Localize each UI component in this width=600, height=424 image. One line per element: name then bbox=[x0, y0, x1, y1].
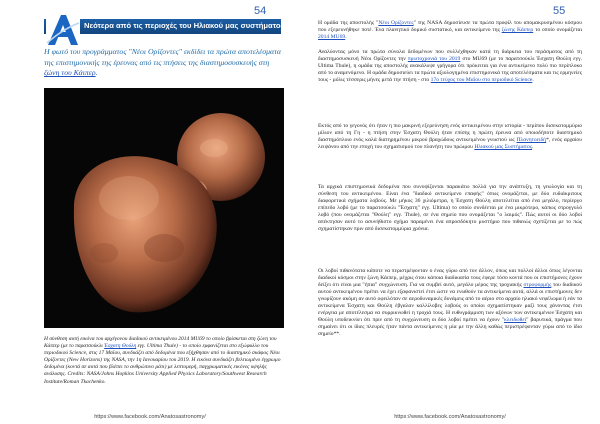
paragraph-link[interactable]: Πλανητοειδή bbox=[516, 137, 547, 143]
paragraph-text: . bbox=[532, 77, 534, 83]
ultima-thule-photo bbox=[44, 88, 284, 328]
ultima-thule-image bbox=[44, 88, 284, 328]
paragraph-text: . bbox=[345, 34, 347, 40]
page-number-left: 54 bbox=[254, 5, 267, 17]
intro-part: . bbox=[95, 68, 98, 78]
page-number-right: 55 bbox=[553, 5, 566, 17]
paragraph bbox=[318, 20, 582, 41]
paragraph-link[interactable]: κλειδωθεί bbox=[503, 317, 527, 323]
paragraph-link[interactable]: 17ο τεύχος του Μαΐου στο περιοδικό Science bbox=[430, 77, 533, 83]
paragraph-link[interactable]: Ηλιακού μας Συστήματος bbox=[474, 144, 533, 150]
paragraph-text: " της NASA δημοσίευσε τα πρώτα προφίλ του απομακρυσμένου κόσμου που εξερευνήθηκε ποτέ. Ένα πλανητικό δομικό συστατικό, και αντικείμενο της bbox=[318, 20, 582, 33]
paragraph-link[interactable]: στροφορμής bbox=[523, 282, 552, 288]
paragraph-text: Οι λοβοί πιθανότατα κάποτε να περιστρέφονταν ο ένας γύρω από τον άλλον, όπως και πολλοί άλλοι όπως λέγονται διαδικοί κόσμοι στην ζώνη Κάιπερ, μέχρις ότου κάποια διαδικασία τους έφερε τόσο κοντά που οι επιστήμονες έχουν δείξει ότι είναι μια "ήπια" συγχώνευση. Για να συμβεί αυτό, μεγάλο μέρος της τροχιακής bbox=[318, 268, 582, 288]
caption-part: Η σύνθεση αυτή εικόνα του αρχέγονου διαδικού αντικειμένου 2014 MU69 το οποίο βρίσκεται στη ζώνη του Κάιπερ (με το παρατσούκλι bbox=[44, 336, 277, 350]
paragraph-text: Τα αρχικά επιστημονικά δεδομένα που συνοψίζονται παρακάτω πολλά για την ανάπτυξη, τη γεωλογία και τη σύνθεση του αντικειμένου. Είναι ένα "διαδικό αντικείμενο επαφής" όπως ονομάζεται, με δύο ευδιάκριτους διαφορετικά σχήματα λοβούς. Με μήκος 36 χιλιόμετρα, η Έσχατη Θούλη αποτελείται από ένα μεγάλο, περίεργο επίπεδο λοβό (με το παρατσούκλι "Έσχατη" εγγ. Ultima) το οποίο συνδέεται με ένα μικρότερο, κάπως στρογγυλό λοβό (που ονομάζεται "Θούλη" εγγ. Thule), σε ένα σημείο που ονομάζεται "ο λαιμός". Πώς αυτοί οι δύο λοβοί απέκτησαν αυτό το ασυνήθιστο σχήμα παραμένει ένα απροσδόκητο μυστήριο που πιθανώς σχετίζεται με το πώς σχηματίστηκαν πριν από δισεκατομμύρια χρόνια. bbox=[318, 184, 582, 232]
paragraph bbox=[318, 184, 582, 233]
photo-caption bbox=[44, 336, 284, 386]
paragraph-text: το οποίο ονομάζεται bbox=[533, 27, 582, 33]
caption-part: εγγ. Ultima Thule) - το οποίο εμφανίζεται στο εξώφυλλο του περιοδικού Science, στις 17 Μαΐου, συνδυάζει από δεδομένα που εξήχθησαν από το διαστημικό σκάφος Νέοι Ορίζοντες (New Horizons) της NASA, την 1η Ιανουαρίου του 2019. Η εικόνα συνδυάζει βελτιωμένο έγχρωμο δεδομένα (κοντά σε αυτά που βλέπει το ανθρώπινο μάτι) με λεπτομερή, παγχρωματικές εικόνες υψηλής ανάλυσης. Credits: NASA/Johns Hopkins University Applied Physics Laboratory/Southwest Research Institute/Roman Tkachenko. bbox=[44, 343, 281, 385]
paragraph-link[interactable]: πρωτοχρονιά του 2019 bbox=[407, 56, 461, 62]
footer-link-right[interactable]: https://www.facebook.com/Anatosastronomy/ bbox=[394, 414, 506, 420]
paragraph-text: στο MU69 (με το παρατσούκλι Έσχατη Θούλη εγγ. Ultima Thule), η ομάδα της αποστολής ανακάλυψε γρήγορα ότι πρόκειται για ένα αντικείμενο πολύ πιο περίπλοκο από το αναμενόμενο. Η ομάδα δημοσιεύει τα πρώτα αξιολογημένα επιστημονικά της αποτελέσματα και τις ερμηνείες τους - μόλις τέσσερις μήνες μετά την πτήση - στο bbox=[318, 56, 582, 83]
right-page bbox=[300, 0, 600, 424]
banner-text: Νεότερα από τις περιοχές του Ηλιακού μας συστήματος bbox=[84, 21, 285, 30]
paragraph bbox=[318, 268, 582, 338]
footer-link-left[interactable]: https://www.facebook.com/Anatosastronomy/ bbox=[94, 414, 206, 420]
paragraph-text: Αναλύοντας μόνο τα πρώτα σύνολα δεδομένων που συλλέχθηκαν κατά τη διάρκεια του περάσματος από τη διαστημοσυσκευή Νέοι Ορίζοντες την bbox=[318, 49, 582, 62]
paragraph-text: " βαρυτικά, πράγμα που σημαίνει ότι οι ίδιες πλευρές ήταν πάντα αντικείμενες η μία με την άλλη καθώς περιστρέφονταν γύρω από το ίδιο σημείο**. bbox=[318, 317, 582, 337]
publication-logo bbox=[46, 13, 80, 47]
paragraph bbox=[318, 123, 582, 151]
intro-text bbox=[44, 47, 284, 79]
intro-link-kuiper-belt[interactable]: ζώνη του Κάιπερ bbox=[44, 68, 96, 78]
paragraph-link[interactable]: Νέοι Ορίζοντες bbox=[378, 20, 414, 26]
paragraph bbox=[318, 49, 582, 84]
paragraph-text: . bbox=[532, 144, 534, 150]
paragraph-link[interactable]: ζώνης Κάιπερ bbox=[501, 27, 534, 33]
caption-link-ultima-thule[interactable]: Έσχατη Θούλη bbox=[104, 343, 137, 350]
paragraph-text: του διαδικού αυτού αντικειμένου πρέπει να έχει εξαφανιστεί έτσι ώστε να ενωθούν τα αντικείμενα αυτά, αλλά οι επιστήμονες δεν γνωρίζουν ακόμη αν αυτό οφειλόταν σε αεροδυναμικές δυνάμεις από το αέριο στο αρχαίο ηλιακό νεφέλωμα ή εάν τα αντικείμενα Έσχατη και Θούλη έβγαλαν καλλίλοβες λοβούς οι οποίοι σχηματίστηκαν μαζί τους χάνοντας έτσι ενέργεια με αποτέλεσμα να συρρικνωθεί η τροχιά τους. Η ευθυγράμμιση των αξόνων των αντικειμένων Έσχατη και Θούλη υποδεικνύει ότι πριν από τη συγχώνευση οι δύο λοβοί πρέπει να έχουν " bbox=[318, 282, 582, 323]
paragraph-text: Εκτός από το γεγονός ότι ήταν η πιο μακρινή εξερεύνηση ενός αντικειμένου στην ιστορία - περίπου δισεκατομμύριο μίλιον από τη Γη - η πτήση στην Έσχατη Θούλη ήταν επίσης η πρώτη έρευνα από οποιοδήποτε διαστημικό διαστημόπλοιο ενός καλά διατηρημένου μικρού βραχώδους αντικειμένου γνωστού ως bbox=[318, 123, 582, 143]
paragraph-link[interactable]: 2014 MU69 bbox=[318, 34, 346, 40]
intro-part: Η φωτό του προγράμματος "Νέοι Ορίζοντες" εκδίδει τα πρώτα αποτελέσματα της επιστημονικής της έρευνας από τις πτήσεις της διαστημοσυσκευής στη bbox=[44, 47, 281, 67]
paragraph-text: Η ομάδα της αποστολής " bbox=[318, 20, 379, 26]
paragraph-text: *, ενός αρχαίου λειψάνου από την εποχή του σχηματισμού του πλανήτη του πρώιμου bbox=[318, 137, 582, 150]
